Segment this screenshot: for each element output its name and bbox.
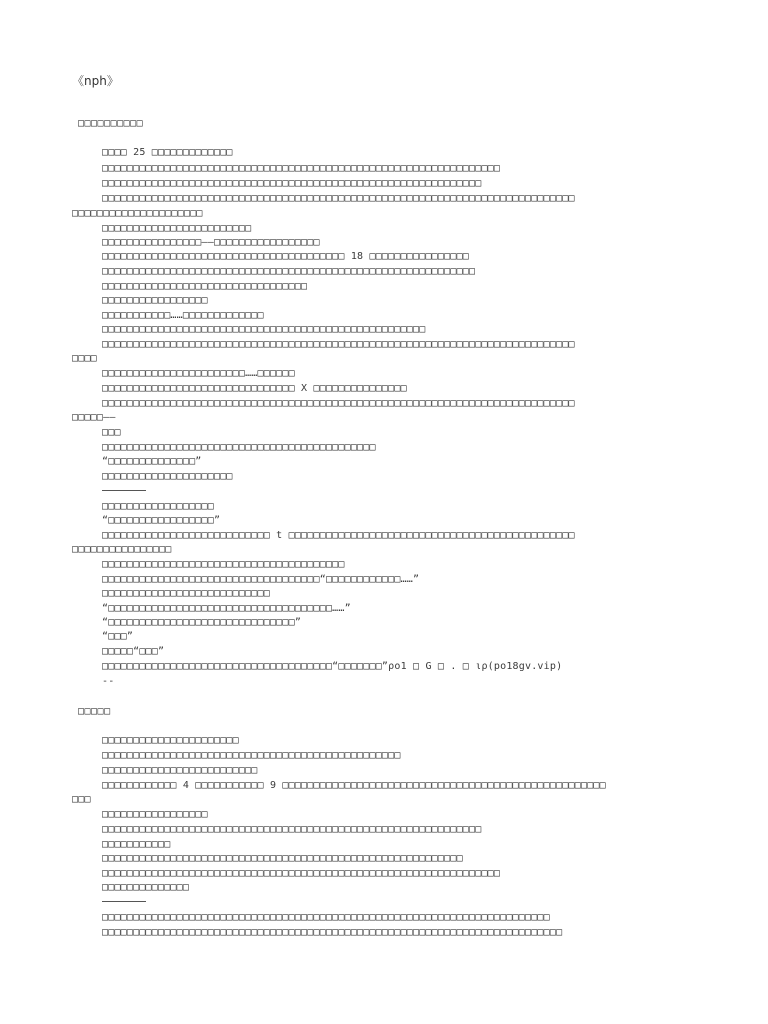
text-line: □□□□□□□□□□□□□□□□□□□□□□□□□□□□□□□□□□□□□“□□□□□□□”ρo1 □ G □ . □ ιρ(po18gv.vip) [102,661,563,672]
text-line: □□□□□□□□□□□□□□□□□□□□□□□□□□□□□□□□□□□□□□□□□□□□□□□□□□□□□□□□□□□□□ [102,824,482,835]
text-line: □□□□□□□□□□□□□□□□□□□□□□□□□□□□□□□□□□□□□□□ [102,559,345,570]
text-line: □□□□□□□□□□□□□□□□□□□□□□□□□□□□□□□□□□□□□□□□□□□□□□□□ [102,750,401,761]
text-line: □□□□□□□□□□□□□□□□□□□□□□□□□□□□□□□□□□□□□□□□□□□□□□□□□□□□□□□□□□□□□□□□□□□□□□□□□□□□ [102,339,575,350]
text-line: □□□□□□□□□□□□□□□□□□□□□□□□ [102,223,252,234]
section-heading: □□□□□□□□□□ [78,118,144,129]
text-line: □□□□□□□□□□□□□□□□□ [102,295,208,306]
divider [102,490,146,491]
text-line: □□□□□□□□□□□□□□□□□□□□□□□□□□□□□□□□□□□□□□□□□□□□□□□□□□□□□□□□□□□□□□□□ [102,163,501,174]
text-line: □□□□□□□□□□□□□□□□□□□□□ [72,208,203,219]
text-line: □□□□ 25 □□□□□□□□□□□□□ [102,147,233,158]
text-line: □□□□□□□□□□□□□□□□□□□□□□ [102,735,239,746]
text-line: □□□□□□□□□□□□□□□□□□□□□□□□□□□□□□□□□□□□□□□□□□□□□□□□□□□□□□□□□□ [102,853,463,864]
text-line: “□□□□□□□□□□□□□□□□□□□□□□□□□□□□□□□□□□□□……” [102,603,351,614]
text-line: □□□□□□□□□□□□□□□□□□□□□□□……□□□□□□ [102,368,295,379]
text-line: “□□□□□□□□□□□□□□□□□” [102,515,221,526]
text-line: -- [102,676,115,687]
text-line: □□□□□□□□□□□□□□□□□□□□□□□□□□□□□□□□□□□□□□□□□□□□□□□□□□□□□□□□□□□□ [102,266,476,277]
text-line: □□□□□□□□□□□□□□□□□□□□□□□□□□□□□□□□□□□□□□□ 18 □□□□□□□□□□□□□□□□ [102,251,470,262]
text-line: □□□□□□□□□□□□□□□□□□□□□□□□□□□□□□□□□□□□□□□□□□□□□□□□□□□□ [102,324,426,335]
text-line: □□□□□□□□□□□□□□□□□□□□□ [102,471,233,482]
text-line: “□□□□□□□□□□□□□□” [102,456,202,467]
text-line: □□□□□□□□□□□……□□□□□□□□□□□□□ [102,310,264,321]
text-line: □□□□□□□□□□□□□□□□□□□□□□□□□□□□□□□□□□□□□□□□□□□□□□□□□□□□□□□□□□□□□ [102,178,482,189]
text-line: □□□□□—— [72,412,116,423]
text-line: □□□□□□□□□□□□□□□□□□□□□□□□□□□□□□□□□□□“□□□□□□□□□□□□……” [102,574,420,585]
text-line: □□□□□□□□□□□□□□ [102,882,190,893]
text-line: □□□□□□□□□□□□□□□□□□ [102,501,214,512]
text-line: □□□□□□□□□□□□□□□□——□□□□□□□□□□□□□□□□□ [102,237,320,248]
text-line: □□□ [102,427,121,438]
text-line: □□□□□□□□□□□□□□□□□□□□□□□□□□□□□□□□□□□□□□□□□□□□□□□□□□□□□□□□□□□□□□□□□□□□□□□□□□□□ [102,193,575,204]
text-line: □□□□□□□□□□□□□□□□□□□□□□□□□□□□□□□□□ [102,281,308,292]
text-line: □□□□□□□□□□□□□□□□□□□□□□□□□□□□□□□□□□□□□□□□□□□□ [102,442,376,453]
document-title: 《nph》 [72,74,119,88]
text-line: □□□□□□□□□□□□□□□□□ [102,809,208,820]
text-line: □□□□□“□□□” [102,646,165,657]
text-line: □□□□□□□□□□□□□□□□□□□□□□□□□□□□□□□□□□□□□□□□□□□□□□□□□□□□□□□□□□□□□□□□□□□□□□□□ [102,912,550,923]
text-line: □□□□□□□□□□□ [102,839,171,850]
text-line: □□□□□□□□□□□□ 4 □□□□□□□□□□□ 9 □□□□□□□□□□□□□□□□□□□□□□□□□□□□□□□□□□□□□□□□□□□□□□□□□□□□ [102,780,606,791]
text-line: □□□□□□□□□□□□□□□□ [72,544,172,555]
text-line: “□□□□□□□□□□□□□□□□□□□□□□□□□□□□□□” [102,617,302,628]
text-line: □□□□□□□□□□□□□□□□□□□□□□□□□ [102,765,258,776]
section-heading: □□□□□ [78,706,111,717]
text-line: “□□□” [102,631,134,642]
text-line: □□□□□□□□□□□□□□□□□□□□□□□□□□□ t □□□□□□□□□□□□□□□□□□□□□□□□□□□□□□□□□□□□□□□□□□□□□□ [102,530,575,541]
text-line: □□□□□□□□□□□□□□□□□□□□□□□□□□□ [102,588,270,599]
divider [102,901,146,902]
text-line: □□□□□□□□□□□□□□□□□□□□□□□□□□□□□□□ X □□□□□□□□□□□□□□□ [102,383,407,394]
text-line: □□□□□□□□□□□□□□□□□□□□□□□□□□□□□□□□□□□□□□□□□□□□□□□□□□□□□□□□□□□□□□□□□□□□□□□□□□□□ [102,398,575,409]
text-line: □□□ [72,794,91,805]
text-line: □□□□ [72,353,97,364]
text-line: □□□□□□□□□□□□□□□□□□□□□□□□□□□□□□□□□□□□□□□□□□□□□□□□□□□□□□□□□□□□□□□□ [102,868,501,879]
text-line: □□□□□□□□□□□□□□□□□□□□□□□□□□□□□□□□□□□□□□□□□□□□□□□□□□□□□□□□□□□□□□□□□□□□□□□□□□ [102,927,563,938]
